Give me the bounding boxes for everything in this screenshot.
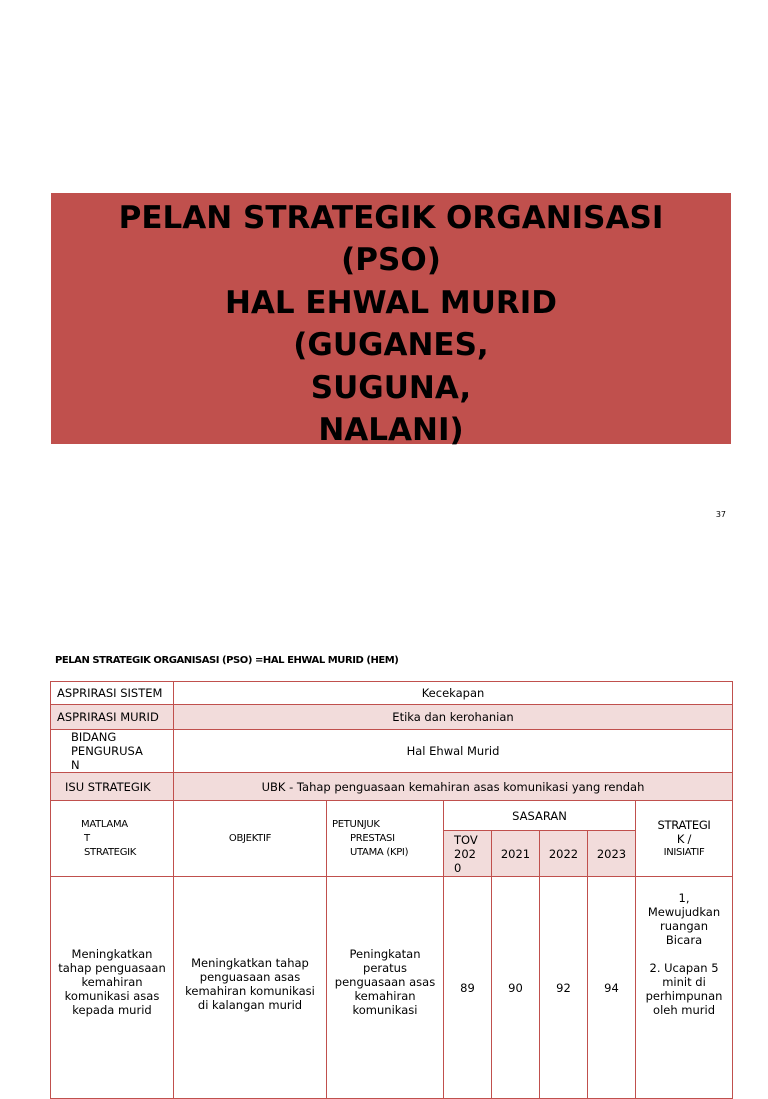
data-strategi [636,877,733,1099]
header-kpi-line-2: PRESTASI [350,832,395,844]
data-matlamat-line-3: kemahiran [81,975,143,989]
header-tov-line-2: 202 [454,846,476,861]
data-matlamat-line-2: tahap penguasaan [58,961,166,975]
data-objektif-line-1: Meningkatkan tahap [191,956,309,970]
bidang-value: Hal Ehwal Murid [174,730,733,773]
header-strategi-line-3: INISIATIF [663,846,705,858]
table-caption: PELAN STRATEGIK ORGANISASI (PSO) =HAL EHWAL MURID (HEM) [55,655,399,666]
bidang-label-line-1: BIDANG [71,730,117,744]
data-kpi-line-5: komunikasi [352,1003,418,1017]
isu-strategik-value: UBK - Tahap penguasaan kemahiran asas komunikasi yang rendah [174,773,733,801]
title-banner [51,193,731,449]
data-strategi-line-2: Mewujudkan [647,905,721,919]
row-isu-strategik [51,773,733,801]
header-year-tov [444,831,492,877]
data-kpi-line-3: penguasaan asas [334,975,436,989]
aspirasi-murid-label: ASPRIRASI MURID [51,705,174,730]
aspirasi-sistem-value: Kecekapan [174,682,733,705]
data-strategi-line-7: minit di [662,975,706,989]
data-2022: 92 [540,877,588,1099]
data-strategi-spacer [639,947,729,961]
data-strategi-line-9: oleh murid [653,1003,715,1017]
title-line-2: (PSO) [341,242,441,279]
data-kpi-line-2: peratus [363,961,407,975]
data-tov: 89 [444,877,492,1099]
data-strategi-line-4: Bicara [665,933,703,947]
row-data [51,877,733,1099]
data-strategi-line-1: 1, [678,891,690,905]
header-strategi [636,801,733,877]
title-line-3: HAL EHWAL MURID [224,284,558,321]
header-sasaran: SASARAN [444,801,636,831]
data-kpi-line-4: kemahiran [354,989,416,1003]
data-matlamat-line-4: komunikasi asas [64,989,160,1003]
header-year-2022: 2022 [540,831,588,877]
data-objektif-line-2: penguasaan asas [199,970,301,984]
bidang-label-line-3: N [71,758,80,772]
pso-table [50,681,733,1099]
header-kpi-line-1: PETUNJUK [332,818,380,830]
data-matlamat [51,877,174,1099]
data-objektif-line-3: kemahiran komunikasi [185,984,315,998]
aspirasi-murid-value: Etika dan kerohanian [174,705,733,730]
header-tov-line-1: TOV [454,832,478,847]
data-kpi-line-1: Peningkatan [349,947,421,961]
page-number: 37 [715,510,726,519]
header-year-2021: 2021 [492,831,540,877]
data-strategi-line-8: perhimpunan [645,989,723,1003]
title-line-6: NALANI) [318,412,464,449]
data-objektif [174,877,327,1099]
header-matlamat-line-2: T [84,832,90,844]
header-tov-line-3: 0 [454,860,462,875]
header-kpi [327,801,444,877]
row-bidang-pengurusan [51,730,733,773]
header-strategi-line-1: STRATEGI [657,817,711,832]
header-year-2023: 2023 [588,831,636,877]
isu-strategik-label: ISU STRATEGIK [51,773,174,801]
data-strategi-line-3: ruangan [660,919,709,933]
header-matlamat-line-3: STRATEGIK [84,846,137,858]
data-matlamat-line-1: Meningkatkan [71,947,153,961]
data-kpi [327,877,444,1099]
row-aspirasi-murid [51,705,733,730]
header-kpi-line-3: UTAMA (KPI) [350,846,409,858]
aspirasi-sistem-label: ASPRIRASI SISTEM [51,682,174,705]
title-line-4: (GUGANES, [293,327,489,364]
row-header-top [51,801,733,831]
title-line-1: PELAN STRATEGIK ORGANISASI [118,200,664,236]
bidang-label-line-2: PENGURUSA [71,744,143,758]
data-matlamat-line-5: kepada murid [72,1003,152,1017]
header-matlamat-line-1: MATLAMA [81,818,128,830]
data-objektif-line-4: di kalangan murid [197,998,303,1012]
data-2021: 90 [492,877,540,1099]
data-strategi-line-6: 2. Ucapan 5 [649,961,719,975]
row-aspirasi-sistem [51,682,733,705]
data-2023: 94 [588,877,636,1099]
header-strategi-line-2: K / [676,831,692,846]
header-objektif: OBJEKTIF [174,801,327,877]
bidang-label [51,730,174,773]
header-matlamat [51,801,174,877]
title-line-5: SUGUNA, [310,369,472,406]
